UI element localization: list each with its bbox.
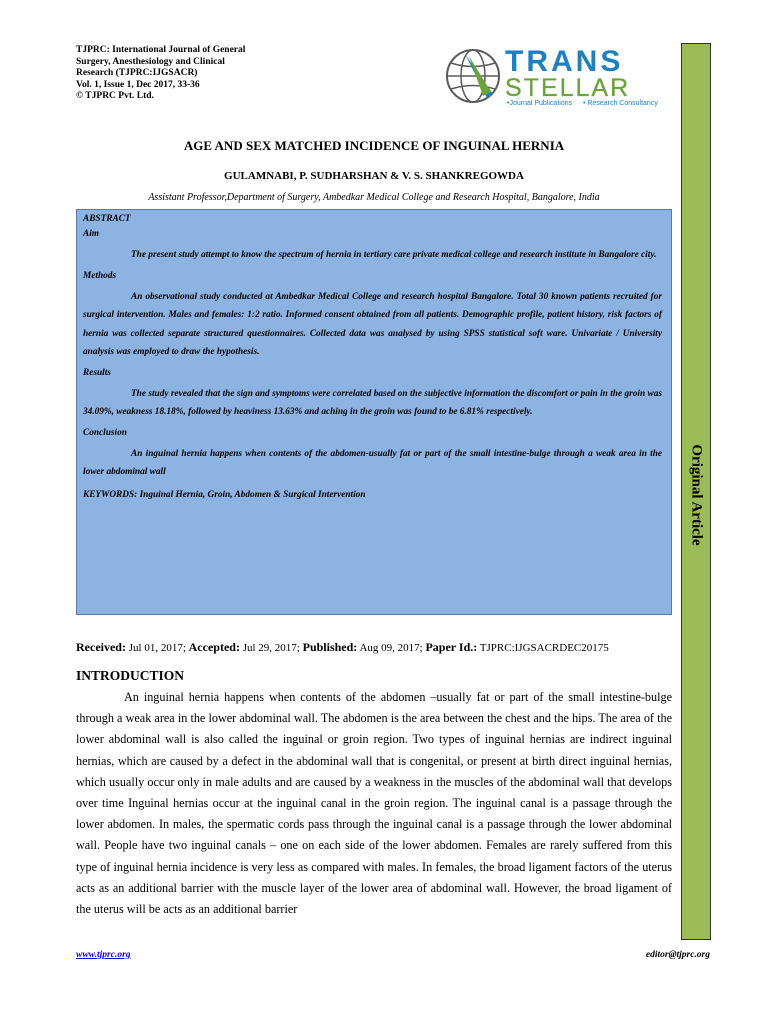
paper-id-label: Paper Id.: — [425, 640, 478, 654]
aim-label: Aim — [83, 229, 100, 239]
keywords: KEYWORDS: Inguinal Hernia, Groin, Abdomen & Surgical Intervention — [83, 489, 366, 500]
aim-text: The present study attempt to know the spectrum of hernia in tertiary care private medical college and research institute in Bangalore city. — [131, 250, 657, 260]
article-title: AGE AND SEX MATCHED INCIDENCE OF INGUINAL HERNIA — [183, 138, 565, 153]
introduction-body — [76, 687, 672, 920]
methods-label: Methods — [83, 270, 117, 281]
abstract-box — [76, 209, 672, 615]
website-link[interactable]: www.tjprc.org — [76, 950, 131, 960]
globe-pen-icon — [443, 44, 673, 108]
received-date: Jul 01, 2017; — [128, 642, 186, 654]
article-type-text: Original Article — [688, 444, 705, 546]
journal-line: Surgery, Anesthesiology and Clinical — [76, 56, 225, 67]
logo-tagline-journal: •Journal Publications — [507, 100, 573, 107]
introduction-paragraph: An inguinal hernia happens when contents of the abdomen –usually fat or part of the small intestine-bulge through a weak area in the lower abdominal wall. The abdomen is the area between the chest and the hips. The area of the lower abdominal wall is also called the inguinal or groin region. Two types of inguinal hernias are indirect inguinal hernias, which are caused by a defect in the abdominal wall that is congenital, or present at birth direct inguinal hernias, which usually occur only in male adults and are caused by a weakness in the muscles of the abdominal wall that develops over time Inguinal hernias occur at the inguinal canal in the groin region. The inguinal canal is a passage through the lower abdomen. In males, the spermatic cords pass through the inguinal canal is a passage through the lower abdominal wall. People have two inguinal canals – one on each side of the lower abdomen. Females are rarely suffered from this type of inguinal hernia incidence is very less as compared with males. In females, the broad ligament factors of the uterus acts as an additional barrier with the muscle layer of the lower area of abdominal wall. However, the broad ligament of the uterus will be acts as an additional barrier — [76, 690, 672, 917]
editor-email: editor@tjprc.org — [645, 950, 710, 960]
abstract-heading: ABSTRACT — [83, 214, 131, 224]
received-label: Received: — [76, 640, 126, 654]
accepted-date: Jul 29, 2017; — [242, 642, 300, 654]
accepted-label: Accepted: — [188, 640, 240, 654]
published-date: Aug 09, 2017; — [359, 642, 423, 654]
publication-dates — [76, 640, 676, 655]
journal-line: TJPRC: International Journal of General — [76, 45, 246, 55]
journal-info — [76, 45, 316, 103]
transstellar-logo — [443, 44, 673, 108]
results-text: The study revealed that the sign and symptoms were correlated based on the subjective information the discomfort or pain in the groin was 34.09%, weakness 18.18%, followed by heaviness 13.63% and aching in the groin was found to be 6.81% respectively. — [83, 388, 662, 417]
journal-line: Research (TJPRC:IJGSACR) — [76, 68, 198, 78]
logo-tagline-research: • Research Consultancy — [583, 100, 658, 107]
logo-word-stellar: STELLAR — [505, 74, 631, 102]
journal-line: © TJPRC Pvt. Ltd. — [76, 91, 154, 101]
conclusion-label: Conclusion — [83, 427, 127, 438]
results-label: Results — [83, 367, 111, 378]
journal-line: Vol. 1, Issue 1, Dec 2017, 33-36 — [76, 79, 200, 90]
methods-text: An observational study conducted at Ambedkar Medical College and research hospital Bangalore. Total 30 known patients recruited for surgical intervention. Males and females: 1:2 ratio. Informed consent obtained from all patients. Demographic profile, patient history, risk factors of hernia was collected separate structured questionnaires. Collected data was analysed by using SPSS statistical soft ware. Univariate / University analysis was employed to draw the hypothesis. — [83, 291, 662, 357]
article-type-label — [681, 430, 711, 560]
published-label: Published: — [302, 640, 358, 654]
paper-id: TJPRC:IJGSACRDEC20175 — [479, 642, 609, 654]
authors: GULAMNABI, P. SUDHARSHAN & V. S. SHANKREGOWDA — [224, 170, 524, 182]
logo-word-trans: TRANS — [505, 45, 624, 78]
conclusion-text: An inguinal hernia happens when contents of the abdomen-usually fat or part of the small intestine-bulge through a weak area in the lower abdominal wall — [83, 448, 662, 477]
affiliation: Assistant Professor,Department of Surgery, Ambedkar Medical College and Research Hospital, Bangalore, India — [148, 192, 600, 203]
introduction-heading: INTRODUCTION — [76, 668, 185, 683]
